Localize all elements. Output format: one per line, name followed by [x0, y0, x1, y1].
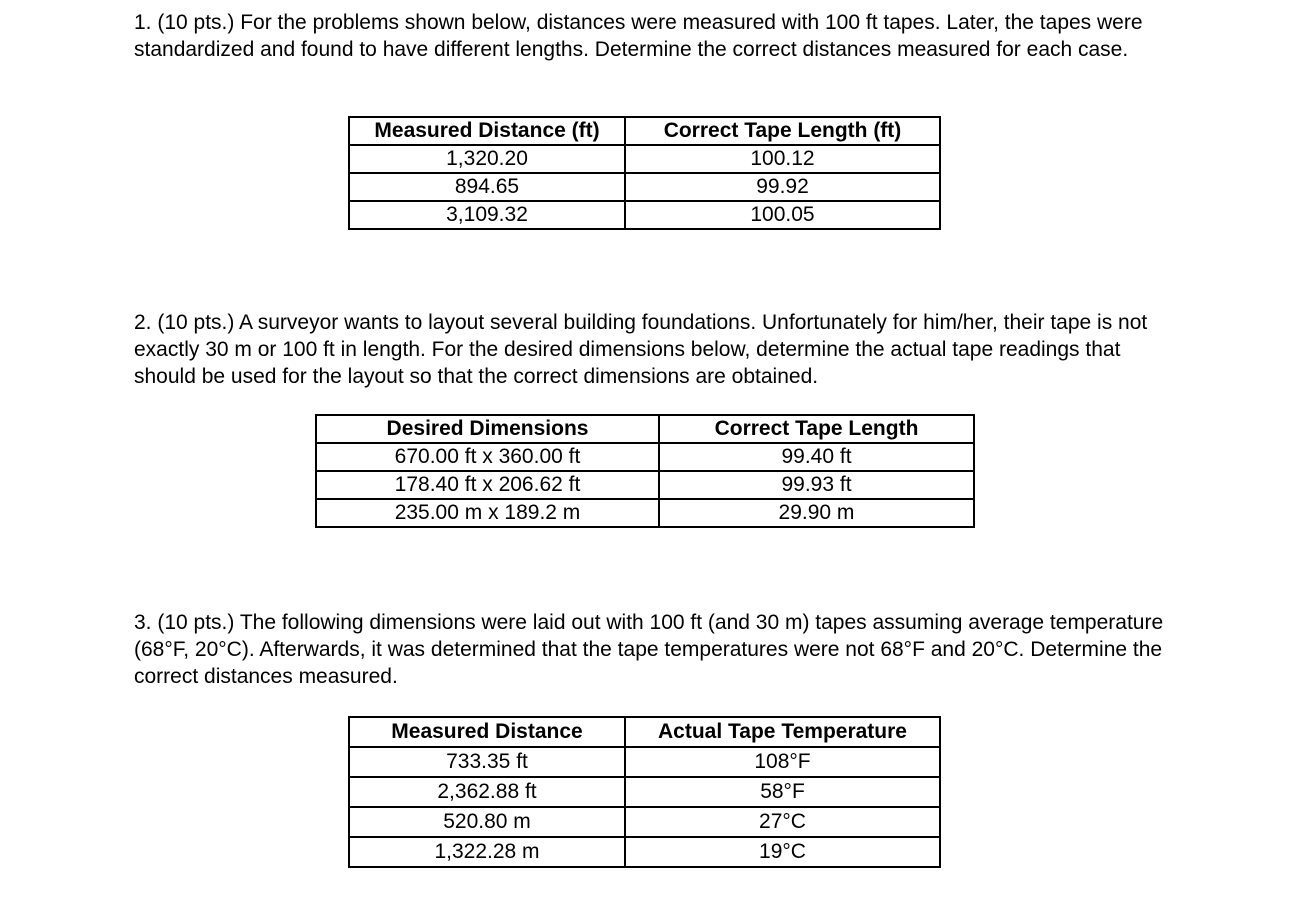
table-cell: 100.05 — [625, 201, 940, 229]
problem-3-table — [348, 716, 941, 868]
table-cell: 100.12 — [625, 145, 940, 173]
table-cell: 27°C — [625, 807, 940, 837]
table-header-row — [316, 415, 974, 443]
table-row — [349, 145, 940, 173]
table-row — [316, 443, 974, 471]
table-cell: 670.00 ft x 360.00 ft — [316, 443, 659, 471]
table-header-row — [349, 117, 940, 145]
table-cell: 1,320.20 — [349, 145, 625, 173]
table-cell: 99.92 — [625, 173, 940, 201]
problem-2-text: 2. (10 pts.) A surveyor wants to layout several building foundations. Unfortunately for him/her, their tape is not exactly 30 m or 100 ft in length. For the desired dimensions below, determine the actual tape readings that should be used for the layout so that the correct dimensions are obtained. — [134, 311, 1148, 388]
table-cell: 178.40 ft x 206.62 ft — [316, 471, 659, 499]
table-cell: 1,322.28 m — [349, 837, 625, 867]
column-header-correct-tape-length: Correct Tape Length — [659, 415, 974, 443]
table-row — [316, 499, 974, 527]
column-header-actual-tape-temperature: Actual Tape Temperature — [625, 717, 940, 747]
table-cell: 894.65 — [349, 173, 625, 201]
table-row — [349, 173, 940, 201]
table-cell: 19°C — [625, 837, 940, 867]
table-row — [349, 747, 940, 777]
problem-1-table — [348, 116, 941, 230]
column-header-desired-dimensions: Desired Dimensions — [316, 415, 659, 443]
column-header-correct-tape-length: Correct Tape Length (ft) — [625, 117, 940, 145]
column-header-measured-distance: Measured Distance — [349, 717, 625, 747]
table-row — [349, 201, 940, 229]
table-cell: 29.90 m — [659, 499, 974, 527]
table-header-row — [349, 717, 940, 747]
table-cell: 99.93 ft — [659, 471, 974, 499]
table-cell: 108°F — [625, 747, 940, 777]
table-cell: 58°F — [625, 777, 940, 807]
table-row — [349, 777, 940, 807]
table-cell: 3,109.32 — [349, 201, 625, 229]
table-row — [349, 807, 940, 837]
table-cell: 733.35 ft — [349, 747, 625, 777]
column-header-measured-distance: Measured Distance (ft) — [349, 117, 625, 145]
problem-3-text: 3. (10 pts.) The following dimensions were laid out with 100 ft (and 30 m) tapes assuming average temperature (68°F, 20°C). Afterwards, it was determined that the tape temperatures were not 68°F and 20°C. Determine the correct distances measured. — [134, 611, 1164, 688]
problem-1-text: 1. (10 pts.) For the problems shown below, distances were measured with 100 ft tapes. Later, the tapes were standardized and found to have different lengths. Determine the correct distances measured for each case. — [134, 11, 1143, 61]
table-cell: 2,362.88 ft — [349, 777, 625, 807]
table-cell: 99.40 ft — [659, 443, 974, 471]
table-cell: 520.80 m — [349, 807, 625, 837]
table-row — [316, 471, 974, 499]
problem-2-table — [315, 414, 975, 528]
table-cell: 235.00 m x 189.2 m — [316, 499, 659, 527]
table-row — [349, 837, 940, 867]
